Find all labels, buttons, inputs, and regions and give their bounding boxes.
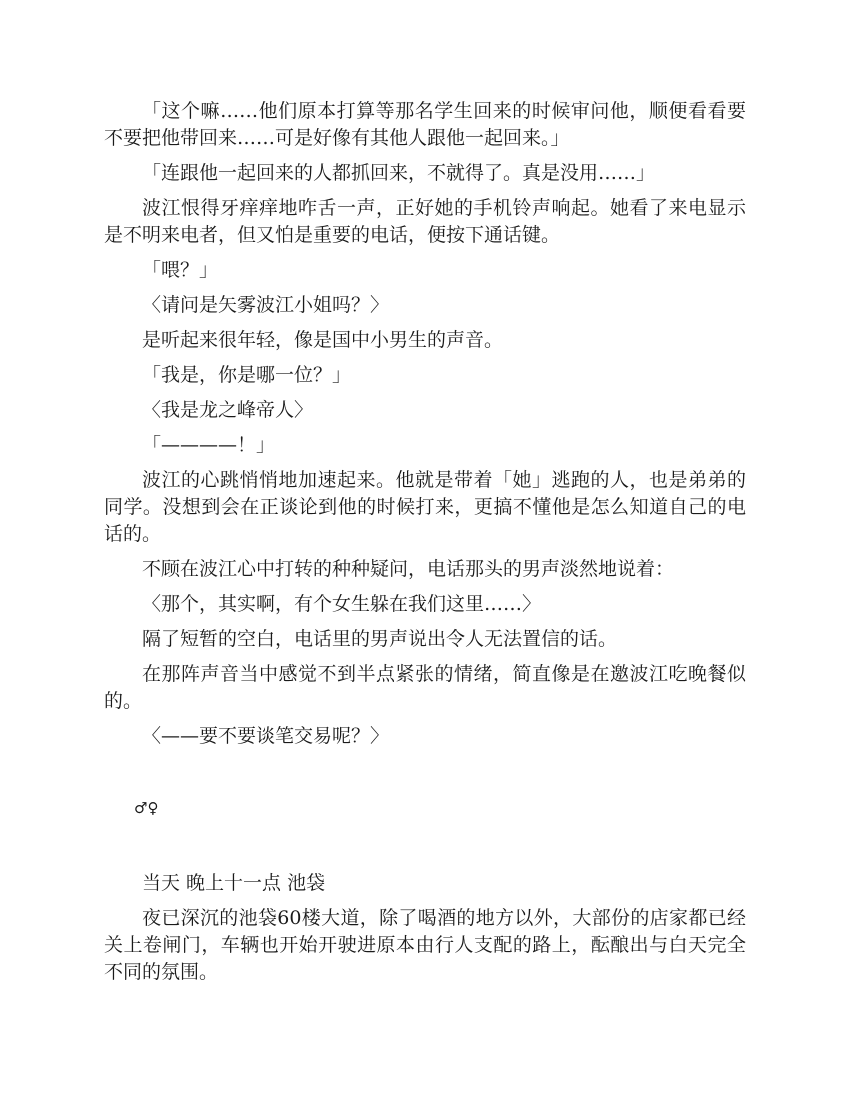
paragraph: 隔了短暂的空白，电话里的男声说出令人无法置信的话。: [142, 628, 618, 650]
paragraph: 波江的心跳悄悄地加速起来。他就是带着「她」逃跑的人，也是弟弟的同学。没想到会在正谈论到他的时候打来，更搞不懂他是怎么知道自己的电话的。: [104, 469, 746, 545]
paragraph: 「连跟他一起回来的人都抓回来，不就得了。真是没用……」: [142, 162, 656, 184]
paragraph: 不顾在波江心中打转的种种疑问，电话那头的男声淡然地说着：: [142, 558, 675, 580]
paragraph: 〈请问是矢雾波江小姐吗？〉: [142, 294, 390, 316]
paragraph: 波江恨得牙痒痒地咋舌一声，正好她的手机铃声响起。她看了来电显示是不明来电者，但又怕是重要的电话，便按下通话键。: [104, 197, 746, 246]
paragraph: 是听起来很年轻，像是国中小男生的声音。: [142, 329, 504, 351]
document-page: [104, 98, 746, 994]
paragraph: 〈我是龙之峰帝人〉: [142, 399, 314, 421]
paragraph: 「我是，你是哪一位？」: [142, 364, 352, 386]
scene-heading: 当天 晚上十一点 池袋: [142, 872, 326, 894]
section-separator-symbol: ♂♀: [134, 799, 159, 817]
paragraph: 「这个嘛……他们原本打算等那名学生回来的时候审问他，顺便看看要不要把他带回来……可是好像有其他人跟他一起回来。」: [104, 100, 746, 149]
paragraph: 夜已深沉的池袋60楼大道，除了喝酒的地方以外，大部份的店家都已经关上卷闸门，车辆也开始开驶进原本由行人支配的路上，酝酿出与白天完全不同的氛围。: [104, 907, 746, 983]
paragraph: 在那阵声音当中感觉不到半点紧张的情绪，简直像是在邀波江吃晚餐似的。: [104, 663, 746, 712]
paragraph: 〈那个，其实啊，有个女生躲在我们这里……〉: [142, 593, 542, 615]
paragraph: 「————！」: [142, 434, 276, 456]
paragraph: 〈——要不要谈笔交易呢？〉: [142, 725, 390, 747]
paragraph: 「喂？」: [142, 259, 219, 281]
